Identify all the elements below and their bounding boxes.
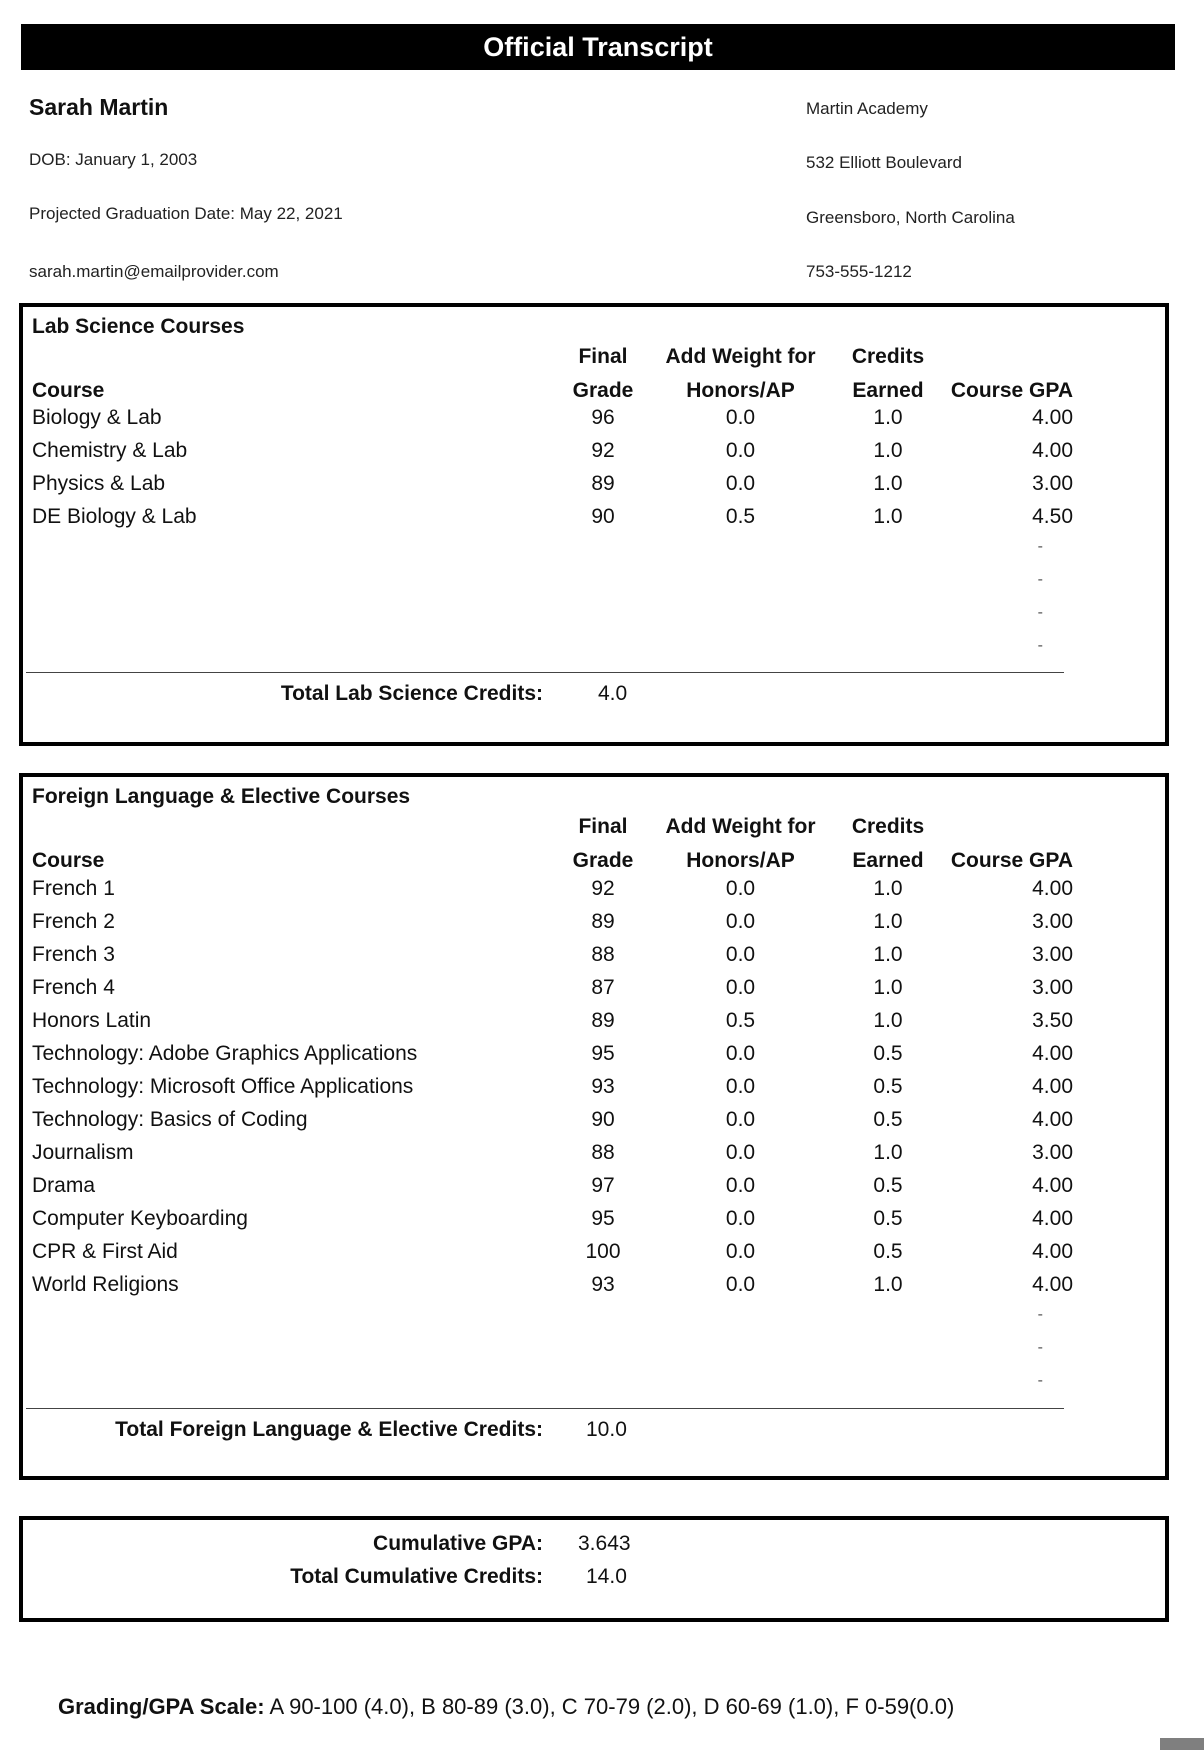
col-credits-header: Credits Earned: [851, 815, 925, 872]
credits-earned: 0.5: [873, 1108, 903, 1131]
cumulative-gpa-label: Cumulative GPA:: [373, 1532, 543, 1555]
school-phone: 753-555-1212: [806, 262, 912, 281]
lab-course-empty-gpa: -: [1037, 571, 1043, 588]
credits-earned: 0.5: [873, 1240, 903, 1263]
grading-scale-label: Grading/GPA Scale:: [58, 1694, 265, 1719]
transcript-title: Official Transcript: [21, 24, 1175, 70]
course-name: Journalism: [32, 1141, 134, 1164]
course-name: Computer Keyboarding: [32, 1207, 248, 1230]
fl-total-label: Total Foreign Language & Elective Credits:: [115, 1418, 543, 1441]
col-course-header: Course: [32, 379, 105, 402]
col-final-grade-header: Final Grade: [572, 345, 634, 402]
course-gpa: 4.00: [1032, 1075, 1073, 1098]
honors-weight: 0.0: [725, 439, 756, 462]
credits-earned: 1.0: [873, 472, 903, 495]
credits-earned: 0.5: [873, 1075, 903, 1098]
course-gpa: 4.00: [1032, 1240, 1073, 1263]
honors-weight: 0.0: [725, 1273, 756, 1296]
honors-weight: 0.0: [725, 1042, 756, 1065]
school-city: Greensboro, North Carolina: [806, 208, 1015, 227]
col-weight-header: Add Weight for Honors/AP: [665, 345, 816, 402]
credits-earned: 1.0: [873, 877, 903, 900]
course-name: Physics & Lab: [32, 472, 166, 495]
honors-weight: 0.0: [725, 877, 756, 900]
course-name: Technology: Basics of Coding: [32, 1108, 308, 1131]
course-name: French 3: [32, 943, 115, 966]
course-gpa: 4.00: [1032, 1042, 1073, 1065]
credits-earned: 1.0: [873, 976, 903, 999]
honors-weight: 0.0: [725, 1207, 756, 1230]
fl-course-empty-gpa: -: [1037, 1339, 1043, 1356]
final-grade: 88: [591, 943, 615, 966]
lab-total-value: 4.0: [598, 682, 628, 705]
final-grade: 92: [591, 877, 615, 900]
fl-total-rule: [26, 1408, 1064, 1409]
course-gpa: 4.00: [1032, 406, 1073, 429]
cumulative-gpa-value: 3.643: [578, 1532, 631, 1555]
credits-earned: 1.0: [873, 439, 903, 462]
course-name: Technology: Adobe Graphics Applications: [32, 1042, 418, 1065]
grading-scale-text: A 90-100 (4.0), B 80-89 (3.0), C 70-79 (2.0), D 60-69 (1.0), F 0-59(0.0): [269, 1694, 955, 1719]
honors-weight: 0.0: [725, 1108, 756, 1131]
honors-weight: 0.0: [725, 1141, 756, 1164]
course-name: French 4: [32, 976, 115, 999]
course-gpa: 4.00: [1032, 877, 1073, 900]
credits-earned: 0.5: [873, 1207, 903, 1230]
course-name: CPR & First Aid: [32, 1240, 178, 1263]
foreign-language-section: [19, 773, 1169, 1480]
honors-weight: 0.0: [725, 943, 756, 966]
course-name: Drama: [32, 1174, 96, 1197]
credits-earned: 1.0: [873, 943, 903, 966]
cumulative-credits-value: 14.0: [586, 1565, 627, 1588]
school-name: Martin Academy: [806, 99, 928, 118]
final-grade: 90: [591, 505, 615, 528]
course-gpa: 3.00: [1032, 472, 1073, 495]
final-grade: 88: [591, 1141, 615, 1164]
honors-weight: 0.0: [725, 1240, 756, 1263]
honors-weight: 0.0: [725, 406, 756, 429]
col-gpa-header: Course GPA: [950, 849, 1073, 872]
course-gpa: 3.00: [1032, 910, 1073, 933]
final-grade: 92: [591, 439, 615, 462]
lab-course-empty-gpa: -: [1037, 604, 1043, 621]
honors-weight: 0.0: [725, 1174, 756, 1197]
school-address: 532 Elliott Boulevard: [806, 153, 962, 172]
course-gpa: 4.00: [1032, 1108, 1073, 1131]
final-grade: 89: [591, 472, 615, 495]
honors-weight: 0.5: [725, 505, 756, 528]
course-gpa: 4.00: [1032, 439, 1073, 462]
col-course-header: Course: [32, 849, 105, 872]
final-grade: 87: [591, 976, 615, 999]
course-name: Biology & Lab: [32, 406, 162, 429]
cumulative-section: [19, 1516, 1169, 1622]
graduation-date: Projected Graduation Date: May 22, 2021: [29, 204, 343, 223]
honors-weight: 0.0: [725, 976, 756, 999]
honors-weight: 0.0: [725, 472, 756, 495]
student-email: sarah.martin@emailprovider.com: [29, 262, 279, 281]
final-grade: 96: [591, 406, 615, 429]
credits-earned: 1.0: [873, 1141, 903, 1164]
course-gpa: 3.00: [1032, 943, 1073, 966]
fl-course-empty-gpa: -: [1037, 1306, 1043, 1323]
credits-earned: 1.0: [873, 1009, 903, 1032]
course-name: DE Biology & Lab: [32, 505, 197, 528]
foreign-language-title: Foreign Language & Elective Courses: [32, 785, 411, 808]
course-gpa: 4.00: [1032, 1207, 1073, 1230]
honors-weight: 0.0: [725, 1075, 756, 1098]
cumulative-credits-label: Total Cumulative Credits:: [290, 1565, 543, 1588]
lab-course-empty-gpa: -: [1037, 637, 1043, 654]
course-name: French 2: [32, 910, 115, 933]
course-gpa: 3.00: [1032, 1141, 1073, 1164]
final-grade: 100: [585, 1240, 621, 1263]
lab-course-empty-gpa: -: [1037, 538, 1043, 555]
col-weight-header: Add Weight for Honors/AP: [665, 815, 816, 872]
credits-earned: 0.5: [873, 1042, 903, 1065]
credits-earned: 1.0: [873, 505, 903, 528]
final-grade: 89: [591, 1009, 615, 1032]
lab-science-section: [19, 303, 1169, 746]
course-name: World Religions: [32, 1273, 179, 1296]
lab-science-title: Lab Science Courses: [32, 315, 245, 338]
final-grade: 97: [591, 1174, 615, 1197]
lab-total-rule: [26, 672, 1064, 673]
course-gpa: 4.00: [1032, 1273, 1073, 1296]
col-gpa-header: Course GPA: [950, 379, 1073, 402]
final-grade: 95: [591, 1042, 615, 1065]
student-dob: DOB: January 1, 2003: [29, 150, 198, 169]
course-name: Honors Latin: [32, 1009, 152, 1032]
credits-earned: 0.5: [873, 1174, 903, 1197]
final-grade: 93: [591, 1273, 615, 1296]
credits-earned: 1.0: [873, 1273, 903, 1296]
final-grade: 95: [591, 1207, 615, 1230]
final-grade: 93: [591, 1075, 615, 1098]
course-name: Chemistry & Lab: [32, 439, 188, 462]
honors-weight: 0.5: [725, 1009, 756, 1032]
honors-weight: 0.0: [725, 910, 756, 933]
final-grade: 89: [591, 910, 615, 933]
course-name: French 1: [32, 877, 115, 900]
grading-scale: [58, 1694, 954, 1720]
student-name: Sarah Martin: [29, 94, 169, 120]
fl-course-empty-gpa: -: [1037, 1372, 1043, 1389]
course-gpa: 3.00: [1032, 976, 1073, 999]
course-gpa: 4.00: [1032, 1174, 1073, 1197]
credits-earned: 1.0: [873, 406, 903, 429]
course-name: Technology: Microsoft Office Applications: [32, 1075, 414, 1098]
course-gpa: 3.50: [1032, 1009, 1073, 1032]
col-final-grade-header: Final Grade: [572, 815, 634, 872]
final-grade: 90: [591, 1108, 615, 1131]
course-gpa: 4.50: [1032, 505, 1073, 528]
col-credits-header: Credits Earned: [851, 345, 925, 402]
page-corner-tab: [1160, 1738, 1204, 1750]
lab-total-label: Total Lab Science Credits:: [280, 682, 543, 705]
credits-earned: 1.0: [873, 910, 903, 933]
fl-total-value: 10.0: [586, 1418, 627, 1441]
